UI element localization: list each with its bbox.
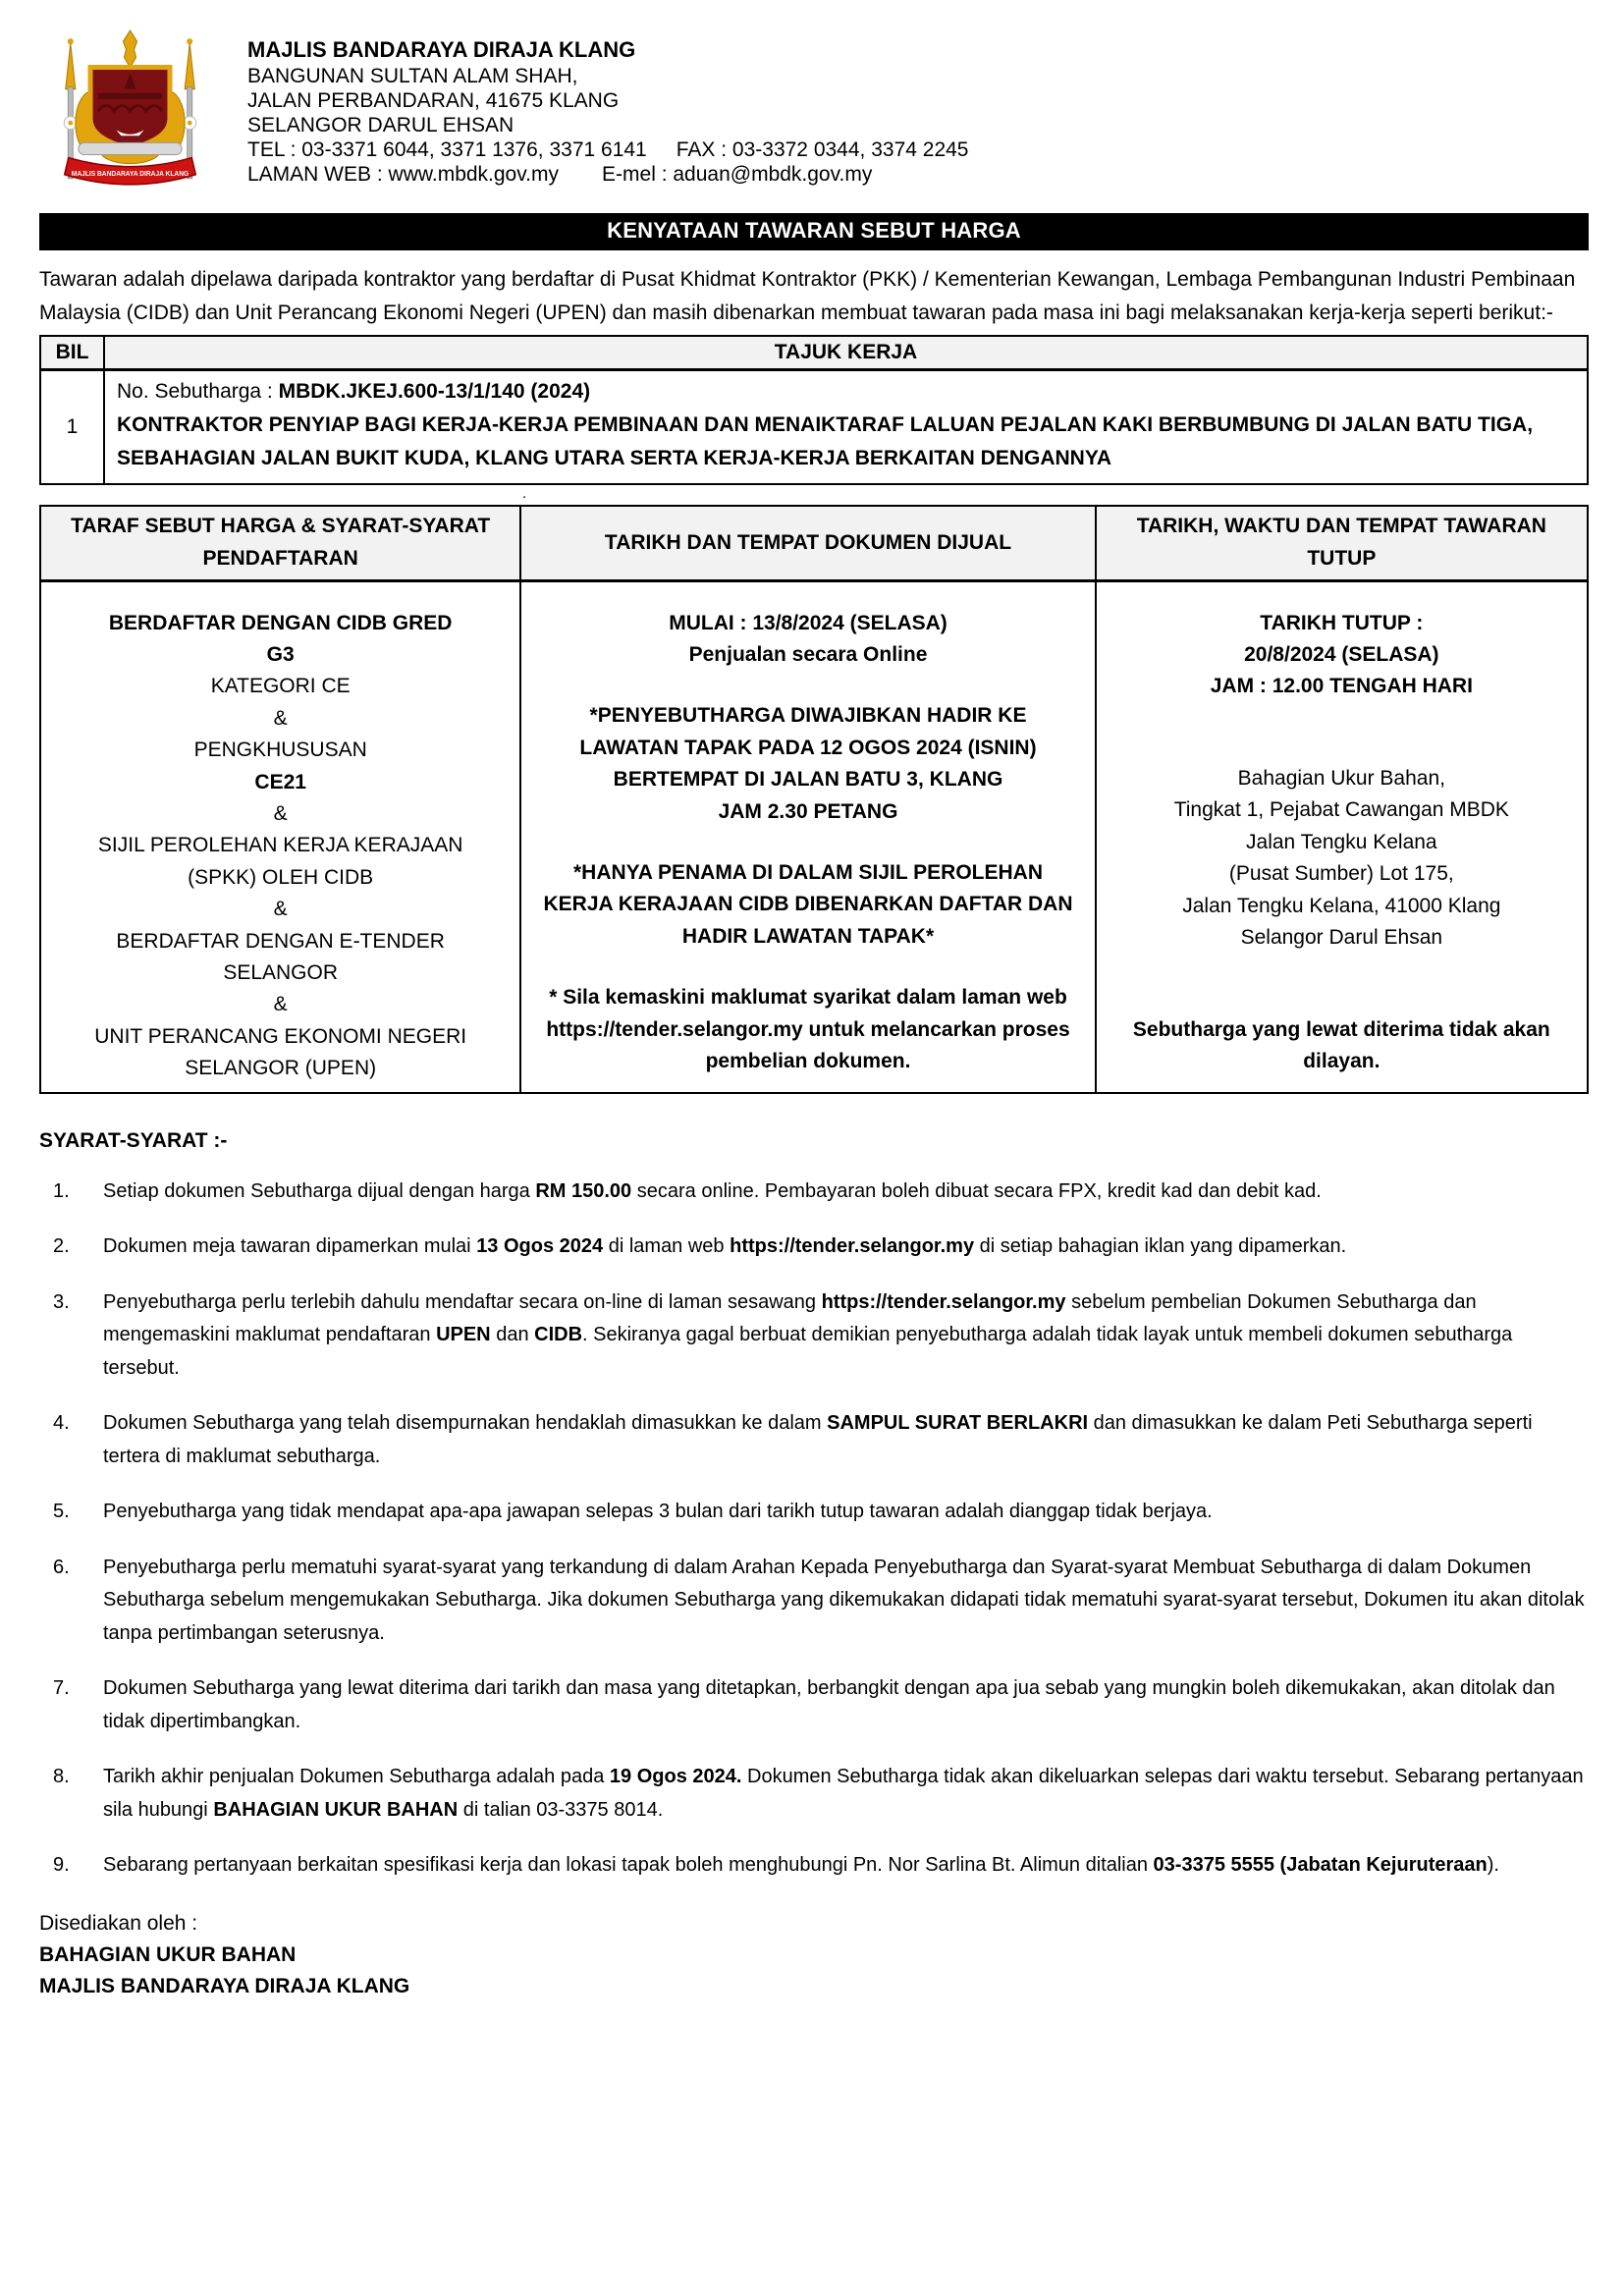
prepared-by-organisation: MAJLIS BANDARAYA DIRAJA KLANG xyxy=(39,1974,410,1997)
text-line: CE21 xyxy=(254,770,306,793)
text-line: BERDAFTAR DENGAN E-TENDER xyxy=(116,929,445,953)
text-line: Sebutharga yang lewat diterima tidak akan xyxy=(1132,1017,1550,1041)
text-segment: Penyebutharga perlu terlebih dahulu mendaftar secara on-line di laman sesawang xyxy=(103,1290,822,1313)
syarat-item-number: 4. xyxy=(53,1412,70,1434)
info-header-tutup xyxy=(1096,506,1588,580)
address-line: BANGUNAN SULTAN ALAM SHAH, xyxy=(247,65,578,87)
syarat-item-number: 7. xyxy=(53,1677,70,1699)
text-segment: dan dimasukkan ke dalam Peti Sebutharga seperti tertera di maklumat sebutharga. xyxy=(103,1412,1533,1467)
syarat-item xyxy=(39,1496,1589,1529)
job-table-row xyxy=(40,370,1588,485)
stray-dot: . xyxy=(522,485,527,502)
text-line: & xyxy=(273,993,288,1016)
text-segment: Penyebutharga perlu mematuhi syarat-syarat yang terkandung di dalam Arahan Kepada Penyebutharga dan Syarat-syarat Membuat Sebutharga di dalam Dokumen Sebutharga sebelum mengemukakan Sebutharga. Jika dokumen Sebutharga yang dikemukakan didapati tidak mematuhi syarat-syarat tersebut, Dokumen itu akan ditolak tanpa pertimbangan seterusnya. xyxy=(103,1556,1585,1644)
syarat-item-number: 2. xyxy=(53,1235,70,1257)
text-line: & xyxy=(273,898,288,921)
text-line: SELANGOR xyxy=(223,960,339,984)
text-line: & xyxy=(273,706,288,730)
crest-banner-text: MAJLIS BANDARAYA DIRAJA KLANG xyxy=(71,169,189,178)
text-line: Bahagian Ukur Bahan, xyxy=(1237,766,1445,790)
text-segment: Tarikh akhir penjualan Dokumen Sebutharga adalah pada xyxy=(103,1766,610,1787)
text-line: *HANYA PENAMA DI DALAM SIJIL PEROLEHAN xyxy=(573,861,1043,884)
text-line: pembelian dokumen. xyxy=(705,1050,911,1073)
job-table xyxy=(39,335,1589,485)
syarat-item-number: 9. xyxy=(53,1854,70,1876)
text-line: HADIR LAWATAN TAPAK* xyxy=(681,924,935,948)
text-line: G3 xyxy=(266,642,295,666)
text-line: JAM : 12.00 TENGAH HARI xyxy=(1210,675,1473,698)
text-line: MULAI : 13/8/2024 (SELASA) xyxy=(669,611,947,634)
text-line: Jalan Tengku Kelana xyxy=(1246,830,1437,853)
text-segment: BAHAGIAN UKUR BAHAN xyxy=(213,1798,459,1821)
conditions-heading: SYARAT-SYARAT :- xyxy=(39,1128,228,1152)
text-segment: Dokumen meja tawaran dipamerkan mulai xyxy=(103,1235,477,1257)
text-segment: sebelum pembelian Dokumen Sebutharga dan mengemaskini maklumat pendaftaran xyxy=(103,1290,1477,1345)
job-table-header-row xyxy=(40,336,1588,370)
syarat-item-text xyxy=(103,1672,1589,1738)
syarat-item-number: 3. xyxy=(53,1290,70,1313)
text-line: PENGKHUSUSAN xyxy=(193,738,367,762)
info-cell-dijual xyxy=(520,580,1095,1093)
letterhead-address-block xyxy=(247,27,968,187)
syarat-item xyxy=(39,1849,1589,1883)
syarat-item-text xyxy=(103,1230,1589,1264)
text-line: TARIKH, WAKTU DAN TEMPAT TAWARAN xyxy=(1136,515,1546,538)
text-line: (SPKK) OLEH CIDB xyxy=(188,865,374,889)
text-segment: Sebarang pertanyaan berkaitan spesifikasi kerja dan lokasi tapak boleh menghubungi Pn. Nor Sarlina Bt. Alimun ditalian xyxy=(103,1854,1154,1876)
job-title-text: KONTRAKTOR PENYIAP BAGI KERJA-KERJA PEMBINAAN DAN MENAIKTARAF LALUAN PEJALAN KAKI BERBUMBUNG DI JALAN BATU TIGA, SEBAHAGIAN JALAN BUKIT KUDA, KLANG UTARA SERTA KERJA-KERJA BERKAITAN DENGANNYA xyxy=(117,413,1534,469)
syarat-item-text xyxy=(103,1286,1589,1386)
prepared-by-label: Disediakan oleh : xyxy=(39,1911,198,1935)
tel-fax-line xyxy=(247,137,968,162)
job-table-header-tajuk: TAJUK KERJA xyxy=(104,336,1588,370)
text-line: 20/8/2024 (SELASA) xyxy=(1244,642,1439,666)
text-line: LAWATAN TAPAK PADA 12 OGOS 2024 (ISNIN) xyxy=(579,736,1037,759)
text-segment: MBDK.JKEJ.600-13/1/140 (2024) xyxy=(278,380,591,403)
quotation-ref-line xyxy=(117,375,1575,409)
update-company-info-note xyxy=(537,982,1078,1077)
info-table-body-row xyxy=(40,580,1588,1093)
spkk-attendance-rule xyxy=(537,857,1078,953)
text-line: TUTUP xyxy=(1307,546,1377,570)
email-address: E-mel : aduan@mbdk.gov.my xyxy=(602,163,873,186)
text-segment: dan xyxy=(490,1324,535,1345)
text-segment: 19 Ogos 2024. xyxy=(609,1766,742,1787)
prepared-by-block xyxy=(39,1908,1589,2002)
text-line: TARIKH TUTUP : xyxy=(1260,611,1424,634)
text-line: BERDAFTAR DENGAN CIDB GRED xyxy=(108,611,453,634)
info-header-taraf xyxy=(40,506,520,580)
syarat-item xyxy=(39,1552,1589,1651)
text-line: TARIKH DAN TEMPAT DOKUMEN DIJUAL xyxy=(604,530,1012,554)
intro-paragraph: Tawaran adalah dipelawa daripada kontraktor yang berdaftar di Pusat Khidmat Kontraktor (PKK) / Kementerian Kewangan, Lembaga Pembangunan Industri Pembinaan Malaysia (CIDB) dan Unit Perancang Ekonomi Negeri (UPEN) dan masih dibenarkan membuat tawaran pada masa ini bagi melaksanakan kerja-kerja seperti berikut:- xyxy=(39,268,1576,324)
text-line: KERJA KERAJAAN CIDB DIBENARKAN DAFTAR DAN xyxy=(543,893,1073,916)
site-visit-requirement xyxy=(537,700,1078,828)
text-line: SELANGOR (UPEN) xyxy=(185,1057,377,1080)
registration-requirements xyxy=(57,608,504,1085)
info-header-dijual xyxy=(520,506,1095,580)
job-description-cell xyxy=(104,370,1588,485)
syarat-item xyxy=(39,1286,1589,1386)
text-line: PENDAFTARAN xyxy=(202,546,358,570)
closing-date-time xyxy=(1112,608,1571,703)
text-segment: Penyebutharga yang tidak mendapat apa-apa jawapan selepas 3 bulan dari tarikh tutup tawaran adalah dianggap tidak berjaya. xyxy=(103,1501,1213,1522)
info-table xyxy=(39,505,1589,1094)
info-cell-tutup xyxy=(1096,580,1588,1093)
text-segment: 03-3375 5555 (Jabatan Kejuruteraan xyxy=(1153,1854,1488,1876)
syarat-item-number: 5. xyxy=(53,1501,70,1522)
text-segment: Dokumen Sebutharga tidak akan dikeluarkan selepas dari waktu tersebut. Sebarang pertanyaan sila hubungi xyxy=(103,1766,1584,1821)
text-segment: Dokumen Sebutharga yang lewat diterima dari tarikh dan masa yang ditetapkan, berbangkit dengan apa jua sebab yang mungkin boleh dikemukakan, akan ditolak dan tidak dipertimbangkan. xyxy=(103,1677,1555,1732)
syarat-item-text xyxy=(103,1849,1589,1883)
text-line: Selangor Darul Ehsan xyxy=(1240,926,1443,950)
text-segment: https://tender.selangor.my xyxy=(821,1290,1066,1313)
text-segment: ). xyxy=(1487,1854,1499,1876)
syarat-item xyxy=(39,1672,1589,1738)
address-line: JALAN PERBANDARAN, 41675 KLANG xyxy=(247,89,620,112)
text-line: & xyxy=(273,801,288,825)
submission-address xyxy=(1112,763,1571,954)
text-segment: di setiap bahagian iklan yang dipamerkan. xyxy=(974,1235,1347,1257)
text-line: dilayan. xyxy=(1303,1050,1380,1073)
syarat-item-text xyxy=(103,1552,1589,1651)
fax-number: FAX : 03-3372 0344, 3374 2245 xyxy=(676,138,969,161)
info-table-header-row xyxy=(40,506,1588,580)
syarat-item-number: 6. xyxy=(53,1556,70,1578)
text-segment: UPEN xyxy=(436,1324,491,1345)
text-line: BERTEMPAT DI JALAN BATU 3, KLANG xyxy=(613,768,1003,792)
text-line: TARAF SEBUT HARGA & SYARAT-SYARAT xyxy=(71,515,491,538)
syarat-item-number: 8. xyxy=(53,1766,70,1787)
text-segment: 13 Ogos 2024 xyxy=(476,1235,604,1257)
text-line: *PENYEBUTHARGA DIWAJIBKAN HADIR KE xyxy=(589,704,1027,728)
text-segment: No. Sebutharga : xyxy=(117,380,279,403)
text-segment: secara online. Pembayaran boleh dibuat secara FPX, kredit kad dan debit kad. xyxy=(631,1179,1322,1202)
syarat-item-text xyxy=(103,1175,1589,1209)
syarat-item xyxy=(39,1175,1589,1209)
text-line: UNIT PERANCANG EKONOMI NEGERI xyxy=(94,1024,467,1048)
syarat-item-text xyxy=(103,1496,1589,1529)
tel-number: TEL : 03-3371 6044, 3371 1376, 3371 6141 xyxy=(247,138,647,161)
text-line: (Pusat Sumber) Lot 175, xyxy=(1228,862,1454,886)
text-line: Jalan Tengku Kelana, 41000 Klang xyxy=(1182,894,1501,917)
info-cell-taraf xyxy=(40,580,520,1093)
conditions-list xyxy=(39,1175,1589,1883)
sale-start-info xyxy=(537,608,1078,672)
syarat-item-text xyxy=(103,1407,1589,1473)
text-line: JAM 2.30 PETANG xyxy=(718,799,898,823)
org-name: MAJLIS BANDARAYA DIRAJA KLANG xyxy=(247,37,636,62)
text-line: KATEGORI CE xyxy=(210,675,351,698)
job-row-number: 1 xyxy=(40,370,104,485)
syarat-item xyxy=(39,1230,1589,1264)
text-segment: https://tender.selangor.my xyxy=(730,1235,975,1257)
website-url: LAMAN WEB : www.mbdk.gov.my xyxy=(247,163,560,186)
text-line: https://tender.selangor.my untuk melancarkan proses xyxy=(546,1017,1070,1041)
text-segment: Setiap dokumen Sebutharga dijual dengan harga xyxy=(103,1179,536,1202)
text-line: Penjualan secara Online xyxy=(688,642,928,666)
text-line: Tingkat 1, Pejabat Cawangan MBDK xyxy=(1173,798,1509,822)
late-submission-note xyxy=(1112,1014,1571,1078)
document-title: KENYATAAN TAWARAN SEBUT HARGA xyxy=(39,213,1589,250)
prepared-by-department: BAHAGIAN UKUR BAHAN xyxy=(39,1942,297,1966)
syarat-item-number: 1. xyxy=(53,1179,70,1202)
text-segment: Dokumen Sebutharga yang telah disempurnakan hendaklah dimasukkan ke dalam xyxy=(103,1412,828,1434)
text-segment: di laman web xyxy=(603,1235,731,1257)
address-line: SELANGOR DARUL EHSAN xyxy=(247,114,514,137)
syarat-item xyxy=(39,1407,1589,1473)
text-segment: SAMPUL SURAT BERLAKRI xyxy=(827,1412,1089,1434)
text-segment: RM 150.00 xyxy=(535,1179,632,1202)
text-line: SIJIL PEROLEHAN KERJA KERAJAAN xyxy=(97,834,463,857)
syarat-item xyxy=(39,1761,1589,1827)
text-segment: CIDB xyxy=(534,1324,583,1345)
syarat-item-text xyxy=(103,1761,1589,1827)
letterhead xyxy=(39,27,1589,199)
text-segment: . Sekiranya gagal berbuat demikian penyebutharga adalah tidak layak untuk membeli dokumen sebutharga tersebut. xyxy=(103,1324,1513,1379)
text-line: * Sila kemaskini maklumat syarikat dalam laman web xyxy=(549,986,1067,1010)
mbdk-crest-logo xyxy=(39,27,228,199)
crest-graphic xyxy=(39,27,221,194)
web-email-line xyxy=(247,162,968,187)
text-segment: di talian 03-3375 8014. xyxy=(458,1798,664,1821)
job-table-header-bil: BIL xyxy=(40,336,104,370)
